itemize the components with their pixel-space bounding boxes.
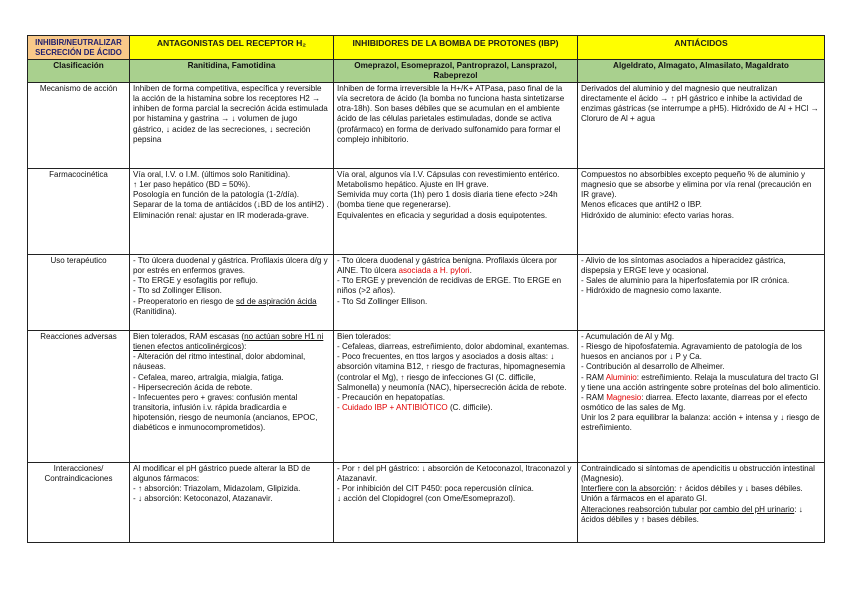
reacciones-antiacidos-line bbox=[581, 373, 821, 393]
interacciones-ibp bbox=[334, 463, 578, 543]
reacciones-antih2-line: - Cefalea, mareo, artralgia, mialgia, fatiga. bbox=[133, 372, 284, 382]
label-farmacocinetica: Farmacocinética bbox=[28, 169, 130, 255]
comparison-table bbox=[27, 35, 825, 543]
reacciones-antiacidos-line: - Contribución al desarrollo de Alheimer. bbox=[581, 362, 725, 372]
uso-antih2-text: - Preoperatorio en riesgo de bbox=[133, 296, 237, 306]
farmaco-antih2-line: Vía oral, I.V. o I.M. (últimos solo Ranitidina). bbox=[133, 170, 291, 180]
interacciones-antiacidos-text: : ↓ ácidos débiles y ↑ bases débiles. bbox=[581, 504, 803, 524]
reacciones-ibp-line: - Cefaleas, diarreas, estreñimiento, dolor abdominal, exantemas. bbox=[337, 342, 570, 352]
reacciones-ibp-line: Bien tolerados: bbox=[337, 332, 391, 342]
mecanismo-antih2: Inhiben de forma competitiva, específica y reversible la acción de la histamina sobre los receptores H2 → inhiben de forma parcial la secreción ácida estimulada por histamina y gastrina → ↓ volumen de jugo gástrico, ↓ acidez de las secreciones, ↓ secreción pepsina bbox=[130, 83, 334, 169]
farmaco-antiacidos-line: Hidróxido de aluminio: efecto varias horas. bbox=[581, 210, 734, 220]
uso-antiacidos-line: - Hidróxido de magnesio como laxante. bbox=[581, 286, 722, 296]
reacciones-ibp-text: (C. difficile). bbox=[447, 402, 493, 412]
reacciones-antiacidos-line: - Acumulación de Al y Mg. bbox=[581, 332, 675, 342]
uso-antih2-line: - Tto ERGE y esofagitis por reflujo. bbox=[133, 276, 258, 286]
interacciones-antiacidos-line: Contraindicado si síntomas de apendicitis u obstrucción intestinal (Magnesio). bbox=[581, 464, 815, 484]
reacciones-antiacidos bbox=[578, 331, 825, 463]
uso-antih2-line: - Tto úlcera duodenal y gástrica. Profilaxis úlcera d/g y por estrés en enfermos graves. bbox=[133, 256, 328, 276]
interacciones-antiacidos-text: : ↑ ácidos débiles y ↓ bases débiles. Unión a fármacos en el aparato GI. bbox=[581, 484, 803, 504]
reacciones-antiacidos-line bbox=[581, 393, 821, 413]
interacciones-antiacidos-line bbox=[581, 505, 821, 525]
label-clasificacion: Clasificación bbox=[28, 60, 130, 83]
reacciones-antih2-line bbox=[133, 332, 330, 352]
header-antiacidos-label: ANTIÁCIDOS bbox=[674, 38, 728, 48]
farmaco-ibp-line: Semivida muy corta (1h) pero 1 dosis diaria tiene efecto >24h (bomba tiene que regenerarse). bbox=[337, 190, 558, 210]
reacciones-antih2-line: - Infecuentes pero + graves: confusión mental transitoria, infusión i.v. rápida bradicardia e hipotensión, riesgo de neumonía (ancianos, EPOC, diabéticos e inmunocomprometidos). bbox=[133, 392, 318, 433]
reacciones-antih2-line: - Hipersecreción ácida de rebote. bbox=[133, 382, 253, 392]
uso-ibp-line bbox=[337, 256, 574, 276]
reacciones-ibp bbox=[334, 331, 578, 463]
label-reacciones: Reacciones adversas bbox=[28, 331, 130, 463]
clasificacion-antiacidos: Algeldrato, Almagato, Almasilato, Magaldrato bbox=[578, 60, 825, 83]
uso-antiacidos-line: - Sales de aluminio para la hiperfosfatemia por IR crónica. bbox=[581, 276, 790, 286]
interacciones-antih2-line: - ↑ absorción: Triazolam, Midazolam, Glipizida. bbox=[133, 484, 301, 494]
reacciones-ibp-line bbox=[337, 403, 574, 413]
label-uso: Uso terapéutico bbox=[28, 255, 130, 331]
row-interacciones bbox=[28, 463, 825, 543]
label-mecanismo: Mecanismo de acción bbox=[28, 83, 130, 169]
mecanismo-antiacidos: Derivados del aluminio y del magnesio que neutralizan directamente el ácido → ↑ pH gástrico e inhibe la actividad de enzimas gástricas (se interrumpe a pH5). Hidróxido de Al + HCl → Cloruro de Al + agua bbox=[578, 83, 825, 169]
reacciones-antiacidos-line: - Riesgo de hipofosfatemia. Agravamiento de patología de los huesos en ancianos por ↓ P y Ca. bbox=[581, 342, 802, 362]
row-farmacocinetica bbox=[28, 169, 825, 255]
farmaco-ibp-line: Metabolismo hepático. Ajuste en IH grave. bbox=[337, 180, 489, 190]
uso-ibp-line: - Tto Sd Zollinger Ellison. bbox=[337, 296, 428, 306]
h-pylori-highlight: asociada a H. pylori bbox=[398, 266, 470, 276]
header-row bbox=[28, 36, 825, 60]
uso-antih2-line: - Tto sd Zollinger Ellison. bbox=[133, 286, 222, 296]
interacciones-ibp-line: - Por ↑ del pH gástrico: ↓ absorción de Ketoconazol, Itraconazol y Atazanavir. bbox=[337, 464, 572, 484]
row-mecanismo bbox=[28, 83, 825, 169]
farmaco-ibp-line: Vía oral, algunos vía I.V. Cápsulas con revestimiento entérico. bbox=[337, 170, 560, 180]
header-antagonistas-h2 bbox=[130, 36, 334, 60]
farmaco-antiacidos-line: Compuestos no absorbibles excepto pequeño % de aluminio y magnesio que se absorbe y elimina por vía renal (precaución en IR grave). bbox=[581, 170, 812, 200]
interacciones-antih2-line: - ↓ absorción: Ketoconazol, Atazanavir. bbox=[133, 494, 273, 504]
reacciones-antiacidos-text: : estreñimiento. Relaja la musculatura del tracto GI y tiene una acción astringente sobre proteínas del bolo alimenticio. bbox=[581, 372, 821, 392]
interacciones-ibp-line: - Por inhibición del CIT P450: poca repercusión clínica. bbox=[337, 484, 534, 494]
header-ibp bbox=[334, 36, 578, 60]
uso-ibp-text: . bbox=[469, 266, 472, 276]
reabsorcion-tubular-underlined: Alteraciones reabsorción tubular por cambio del pH urinario bbox=[581, 504, 795, 514]
uso-antih2 bbox=[130, 255, 334, 331]
header-antagonistas-label: ANTAGONISTAS DEL RECEPTOR H₂ bbox=[156, 38, 307, 48]
reacciones-antiacidos-text: - RAM bbox=[581, 392, 607, 402]
farmaco-ibp-line: Equivalentes en eficacia y seguridad a dosis equipotentes. bbox=[337, 210, 548, 220]
reacciones-antiacidos-text: : diarrea. Efecto laxante, diarreas por el efecto osmótico de las sales de Mg. bbox=[581, 392, 808, 412]
reacciones-antih2-line: - Alteración del ritmo intestinal, dolor abdominal, náuseas. bbox=[133, 352, 306, 372]
interacciones-antih2 bbox=[130, 463, 334, 543]
farmaco-antih2-line: Posología en función de la patología (1-2/día). bbox=[133, 190, 300, 200]
uso-ibp-line: - Tto ERGE y prevención de recidivas de ERGE. Tto ERGE en niños (>2 años). bbox=[337, 276, 562, 296]
interfiere-absorcion-underlined: Interfiere con la absorción bbox=[581, 484, 675, 494]
uso-ibp-text: - Tto úlcera duodenal y gástrica benigna. Profilaxis úlcera por AINE. Tto úlcera bbox=[337, 256, 557, 276]
farmaco-antiacidos-line: Menos eficaces que antiH2 o IBP. bbox=[581, 200, 702, 210]
interacciones-ibp-line: ↓ acción del Clopidogrel (con Ome/Esomeprazol). bbox=[337, 494, 516, 504]
reacciones-ibp-line: - Poco frecuentes, en ttos largos y asociados a dosis altas: ↓ absorción vitamina B12, ↑ riesgo de fracturas, hipomagnesemia (controlar el Mg), ↑ riesgo de infecciones GI (C. difficile, Salmonella) y neumonía (NAC), hipersecreción ácida de rebote. bbox=[337, 352, 567, 392]
aluminio-highlight: Aluminio bbox=[605, 372, 637, 382]
clasificacion-antih2: Ranitidina, Famotidina bbox=[130, 60, 334, 83]
reacciones-antih2-text: ): bbox=[241, 342, 247, 352]
row-uso-terapeutico bbox=[28, 255, 825, 331]
farmaco-antih2-line: Eliminación renal: ajustar en IR moderada-grave. bbox=[133, 210, 309, 220]
reacciones-antih2-text: Bien tolerados, RAM escasas ( bbox=[133, 332, 245, 342]
row-reacciones bbox=[28, 331, 825, 463]
mecanismo-ibp: Inhiben de forma irreversible la H+/K+ ATPasa, paso final de la vía secretora de ácido (la bomba no funciona hasta sintetizarse otra-18h). Son bases débiles que se acumulan en el ambiente ácido de las células parietales estimuladas, donde se activa (profármaco) en forma de derivado sulfonamido para formar el complejo inhibitorio. bbox=[334, 83, 578, 169]
reacciones-antiacidos-line: Unir los 2 para equilibrar la balanza: acción + intensa y ↓ riesgo de estreñimiento. bbox=[581, 412, 820, 433]
corner-header: INHIBIR/NEUTRALIZAR SECRECIÓN DE ÁCIDO bbox=[28, 36, 130, 60]
uso-ibp bbox=[334, 255, 578, 331]
reacciones-antih2 bbox=[130, 331, 334, 463]
interacciones-antih2-line: Al modificar el pH gástrico puede alterar la BD de algunos fármacos: bbox=[133, 464, 311, 484]
interacciones-antiacidos-line bbox=[581, 484, 821, 504]
uso-antih2-text: (Ranitidina). bbox=[133, 306, 177, 316]
reacciones-ibp-line: - Precaución en hepatopatías. bbox=[337, 392, 445, 402]
farmaco-antih2-line: ↑ 1er paso hepático (BD = 50%). bbox=[133, 180, 251, 190]
label-interacciones: Interacciones/ Contraindicaciones bbox=[28, 463, 130, 543]
uso-antiacidos bbox=[578, 255, 825, 331]
header-ibp-label: INHIBIDORES DE LA BOMBA DE PROTONES (IBP) bbox=[352, 38, 559, 48]
farmaco-antih2 bbox=[130, 169, 334, 255]
header-antiacidos bbox=[578, 36, 825, 60]
uso-antiacidos-line: - Alivio de los síntomas asociados a hiperacidez gástrica, dispepsia y ERGE leve y ocasional. bbox=[581, 256, 786, 276]
farmaco-antih2-line: Separar de la toma de antiácidos (↓BD de los antiH2) . bbox=[133, 200, 329, 210]
magnesio-highlight: Magnesio bbox=[606, 392, 642, 402]
no-h1-underlined: no actúan sobre H1 ni tienen efectos anticolinérgicos bbox=[133, 332, 324, 352]
farmaco-antiacidos bbox=[578, 169, 825, 255]
reacciones-antiacidos-text: - RAM bbox=[581, 372, 606, 382]
farmaco-ibp bbox=[334, 169, 578, 255]
aspiracion-underlined: sd de aspiración ácida bbox=[236, 296, 317, 306]
row-clasificacion bbox=[28, 60, 825, 83]
interacciones-antiacidos bbox=[578, 463, 825, 543]
ibp-antibiotico-warning: - Cuidado IBP + ANTIBIÓTICO bbox=[337, 402, 448, 412]
uso-antih2-line bbox=[133, 297, 330, 317]
clasificacion-ibp: Omeprazol, Esomeprazol, Pantroprazol, Lansprazol, Rabeprezol bbox=[334, 60, 578, 83]
